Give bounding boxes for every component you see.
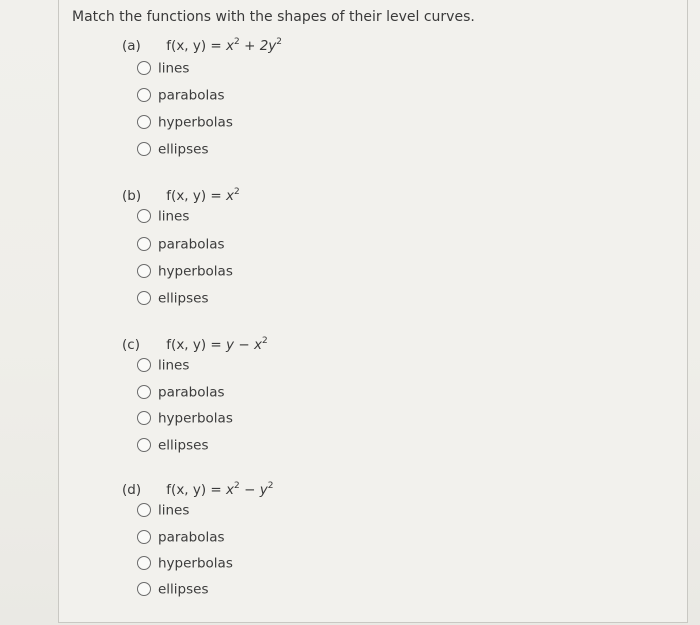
option-label: ellipses xyxy=(158,581,209,598)
option-label: parabolas xyxy=(158,384,225,401)
option-label: hyperbolas xyxy=(158,410,233,427)
function-expression xyxy=(166,38,282,54)
radio-button[interactable] xyxy=(137,115,151,129)
option-label: parabolas xyxy=(158,529,225,546)
option-label: hyperbolas xyxy=(158,263,233,280)
option-hyperbolas[interactable] xyxy=(137,261,233,279)
radio-button[interactable] xyxy=(137,438,151,452)
radio-button[interactable] xyxy=(137,411,151,425)
radio-button[interactable] xyxy=(137,582,151,596)
question-d-header xyxy=(122,482,273,498)
radio-button[interactable] xyxy=(137,237,151,251)
radio-button[interactable] xyxy=(137,209,151,223)
function-lhs: f(x, y) = xyxy=(166,38,227,54)
term-base: x xyxy=(253,337,262,353)
radio-button[interactable] xyxy=(137,291,151,305)
term-base: x xyxy=(226,482,235,498)
option-label: hyperbolas xyxy=(158,114,233,131)
term-base: 2y xyxy=(259,38,277,54)
question-label: (a) xyxy=(122,38,141,54)
question-c-header xyxy=(122,337,268,353)
operator: − xyxy=(234,337,254,353)
option-label: hyperbolas xyxy=(158,555,233,572)
term-base: x xyxy=(226,188,235,204)
term-exponent: 2 xyxy=(234,187,240,197)
option-label: lines xyxy=(158,208,190,225)
function-lhs: f(x, y) = xyxy=(166,188,227,204)
option-ellipses[interactable] xyxy=(137,435,209,453)
radio-button[interactable] xyxy=(137,61,151,75)
question-label: (d) xyxy=(122,482,142,498)
term-exponent: 2 xyxy=(234,37,240,47)
term-exponent: 2 xyxy=(276,37,283,47)
option-parabolas[interactable] xyxy=(137,527,225,545)
operator: + xyxy=(239,38,260,54)
option-label: lines xyxy=(158,357,190,374)
term-base: x xyxy=(226,38,235,54)
radio-button[interactable] xyxy=(137,530,151,544)
option-ellipses[interactable] xyxy=(137,139,209,157)
term-exponent: 2 xyxy=(234,481,240,491)
option-parabolas[interactable] xyxy=(137,382,225,400)
radio-button[interactable] xyxy=(137,503,151,517)
option-lines[interactable] xyxy=(137,206,189,224)
option-parabolas[interactable] xyxy=(137,85,225,103)
option-parabolas[interactable] xyxy=(137,234,225,252)
radio-button[interactable] xyxy=(137,358,151,372)
option-label: lines xyxy=(158,60,190,77)
radio-button[interactable] xyxy=(137,385,151,399)
option-label: ellipses xyxy=(158,437,209,454)
function-expression xyxy=(166,482,273,498)
radio-button[interactable] xyxy=(137,142,151,156)
option-label: ellipses xyxy=(158,290,209,307)
option-label: ellipses xyxy=(158,141,209,158)
operator: − xyxy=(239,482,260,498)
question-b-header xyxy=(122,188,240,204)
option-lines[interactable] xyxy=(137,500,189,518)
option-ellipses[interactable] xyxy=(137,579,209,597)
term-base: y xyxy=(226,337,235,353)
term-base: y xyxy=(259,482,268,498)
question-label: (b) xyxy=(122,188,142,204)
function-expression xyxy=(166,337,267,353)
question-prompt: Match the functions with the shapes of their level curves. xyxy=(72,9,475,25)
option-hyperbolas[interactable] xyxy=(137,408,233,426)
option-label: parabolas xyxy=(158,87,225,104)
term-exponent: 2 xyxy=(267,481,274,491)
question-label: (c) xyxy=(122,337,140,353)
function-lhs: f(x, y) = xyxy=(166,482,227,498)
option-lines[interactable] xyxy=(137,58,189,76)
radio-button[interactable] xyxy=(137,264,151,278)
option-lines[interactable] xyxy=(137,355,189,373)
option-hyperbolas[interactable] xyxy=(137,112,233,130)
radio-button[interactable] xyxy=(137,556,151,570)
radio-button[interactable] xyxy=(137,88,151,102)
option-label: lines xyxy=(158,502,190,519)
function-expression xyxy=(166,188,239,204)
option-label: parabolas xyxy=(158,236,225,253)
question-a-header xyxy=(122,38,282,54)
option-hyperbolas[interactable] xyxy=(137,553,233,571)
function-lhs: f(x, y) = xyxy=(166,337,227,353)
term-exponent: 2 xyxy=(261,336,268,346)
option-ellipses[interactable] xyxy=(137,288,209,306)
